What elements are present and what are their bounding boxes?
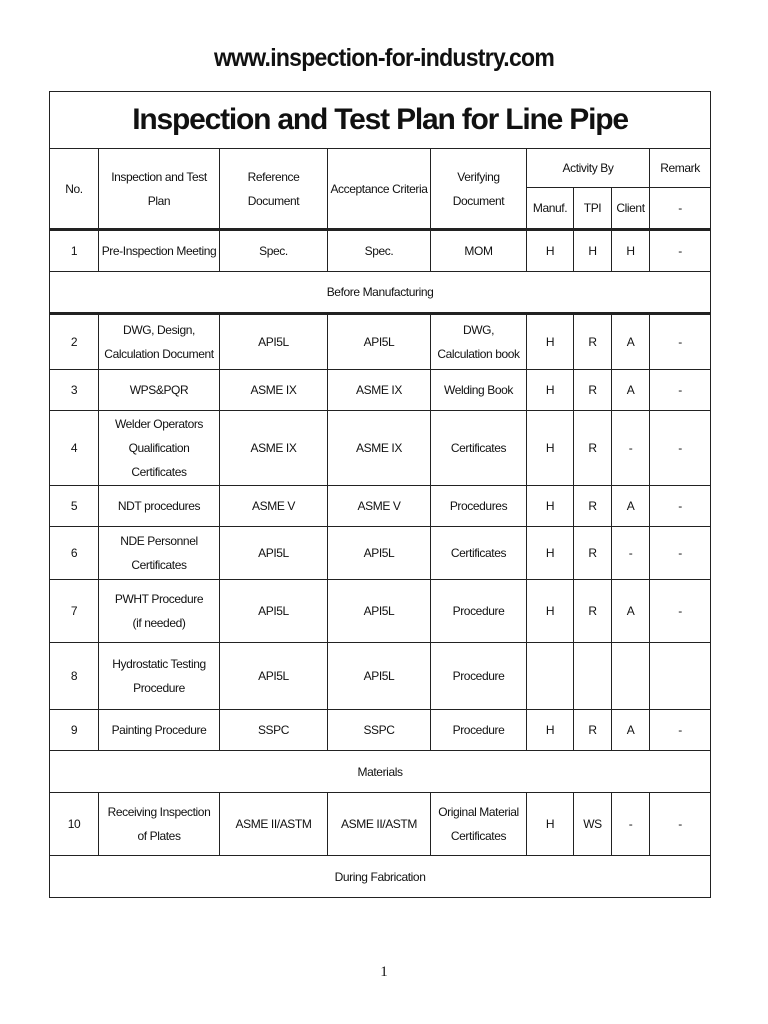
tpi-activity: R	[574, 580, 612, 643]
section-heading: Materials	[50, 751, 711, 793]
page-number: 1	[380, 964, 388, 980]
client-activity	[612, 643, 650, 710]
table-row	[50, 314, 711, 370]
tpi-activity: R	[574, 486, 612, 527]
acceptance-criteria: SSPC	[328, 710, 431, 751]
inspection-item-line: Pre-Inspection Meeting	[101, 244, 217, 258]
verifying-document-line: MOM	[464, 244, 493, 258]
manuf-activity: H	[527, 486, 574, 527]
inspection-item	[99, 643, 220, 710]
client-activity: -	[612, 793, 650, 856]
acceptance-criteria: API5L	[328, 314, 431, 370]
row-number: 4	[50, 411, 99, 486]
header-client: Client	[612, 188, 650, 230]
client-activity: A	[612, 486, 650, 527]
inspection-item	[99, 314, 220, 370]
table-row	[50, 793, 711, 856]
reference-document: SSPC	[220, 710, 328, 751]
inspection-item	[99, 580, 220, 643]
acceptance-criteria: API5L	[328, 527, 431, 580]
tpi-activity: R	[574, 710, 612, 751]
verifying-document	[431, 314, 527, 370]
remark: -	[650, 230, 711, 272]
inspection-item-line: DWG, Design,	[123, 323, 195, 337]
verifying-document-line: Procedure	[452, 669, 505, 683]
inspection-item-line: NDT procedures	[117, 499, 201, 513]
inspection-item	[99, 710, 220, 751]
inspection-item	[99, 793, 220, 856]
header-no: No.	[50, 149, 99, 230]
header-reference-document: Reference Document	[220, 149, 328, 230]
header-activity-by: Activity By	[527, 149, 650, 188]
client-activity: H	[612, 230, 650, 272]
table-row	[50, 710, 711, 751]
remark: -	[650, 710, 711, 751]
reference-document: ASME II/ASTM	[220, 793, 328, 856]
manuf-activity: H	[527, 580, 574, 643]
table-row	[50, 370, 711, 411]
inspection-item-line: Calculation Document	[104, 347, 214, 361]
inspection-item-line: Certificates	[131, 465, 187, 479]
remark: -	[650, 411, 711, 486]
section-heading: Before Manufacturing	[50, 272, 711, 314]
manuf-activity: H	[527, 314, 574, 370]
verifying-document	[431, 643, 527, 710]
tpi-activity: R	[574, 370, 612, 411]
manuf-activity: H	[527, 527, 574, 580]
section-heading: During Fabrication	[50, 856, 711, 898]
header-remark: Remark	[650, 149, 711, 188]
verifying-document-line: Certificates	[450, 829, 507, 843]
verifying-document-line: Certificates	[450, 546, 507, 560]
verifying-document-line: Calculation book	[437, 347, 520, 361]
header-verifying-document: Verifying Document	[431, 149, 527, 230]
inspection-item	[99, 370, 220, 411]
inspection-item-line: Welder Operators	[114, 417, 204, 431]
row-number: 6	[50, 527, 99, 580]
row-number: 8	[50, 643, 99, 710]
acceptance-criteria: ASME IX	[328, 411, 431, 486]
reference-document: API5L	[220, 643, 328, 710]
acceptance-criteria: ASME II/ASTM	[328, 793, 431, 856]
acceptance-criteria: ASME V	[328, 486, 431, 527]
reference-document: Spec.	[220, 230, 328, 272]
reference-document: API5L	[220, 527, 328, 580]
manuf-activity	[527, 643, 574, 710]
inspection-item-line: Painting Procedure	[111, 723, 207, 737]
tpi-activity: R	[574, 314, 612, 370]
tpi-activity: R	[574, 527, 612, 580]
tpi-activity	[574, 643, 612, 710]
table-row	[50, 230, 711, 272]
tpi-activity: R	[574, 411, 612, 486]
table-row	[50, 486, 711, 527]
inspection-item-line: Receiving Inspection	[107, 805, 211, 819]
header-manuf: Manuf.	[527, 188, 574, 230]
row-number: 3	[50, 370, 99, 411]
inspection-item-line: Qualification	[128, 441, 190, 455]
verifying-document-line: Original Material	[438, 805, 519, 819]
verifying-document	[431, 580, 527, 643]
inspection-item-line: of Plates	[137, 829, 181, 843]
verifying-document-line: Procedures	[449, 499, 508, 513]
site-url[interactable]: www.inspection-for-industry.com	[213, 44, 555, 72]
inspection-item-line: (if needed)	[132, 616, 186, 630]
acceptance-criteria: API5L	[328, 643, 431, 710]
verifying-document	[431, 710, 527, 751]
remark: -	[650, 314, 711, 370]
tpi-activity: H	[574, 230, 612, 272]
reference-document: ASME IX	[220, 411, 328, 486]
manuf-activity: H	[527, 710, 574, 751]
inspection-item-line: Certificates	[131, 558, 187, 572]
tpi-activity: WS	[574, 793, 612, 856]
table-row	[50, 411, 711, 486]
row-number: 7	[50, 580, 99, 643]
row-number: 10	[50, 793, 99, 856]
verifying-document-line: DWG,	[462, 323, 495, 337]
reference-document: API5L	[220, 580, 328, 643]
client-activity: A	[612, 314, 650, 370]
acceptance-criteria: ASME IX	[328, 370, 431, 411]
table-row	[50, 527, 711, 580]
verifying-document	[431, 793, 527, 856]
table-row	[50, 643, 711, 710]
client-activity: A	[612, 710, 650, 751]
inspection-item-line: Hydrostatic Testing	[112, 657, 206, 671]
inspection-item	[99, 411, 220, 486]
manuf-activity: H	[527, 411, 574, 486]
verifying-document	[431, 527, 527, 580]
row-number: 9	[50, 710, 99, 751]
section-row	[50, 751, 711, 793]
remark: -	[650, 793, 711, 856]
row-number: 2	[50, 314, 99, 370]
inspection-item	[99, 486, 220, 527]
inspection-item	[99, 527, 220, 580]
inspection-test-plan-table	[49, 91, 711, 898]
table-row	[50, 580, 711, 643]
header-inspection-test-plan: Inspection and Test Plan	[99, 149, 220, 230]
manuf-activity: H	[527, 230, 574, 272]
row-number: 1	[50, 230, 99, 272]
acceptance-criteria: API5L	[328, 580, 431, 643]
client-activity: -	[612, 411, 650, 486]
verifying-document	[431, 370, 527, 411]
client-activity: A	[612, 580, 650, 643]
reference-document: ASME V	[220, 486, 328, 527]
inspection-item-line: PWHT Procedure	[114, 592, 204, 606]
table-title: Inspection and Test Plan for Line Pipe	[50, 92, 711, 149]
verifying-document	[431, 411, 527, 486]
section-row	[50, 856, 711, 898]
header-remark-sub: -	[650, 188, 711, 230]
inspection-item	[99, 230, 220, 272]
client-activity: A	[612, 370, 650, 411]
remark: -	[650, 486, 711, 527]
acceptance-criteria: Spec.	[328, 230, 431, 272]
verifying-document-line: Certificates	[450, 441, 507, 455]
remark: -	[650, 370, 711, 411]
reference-document: API5L	[220, 314, 328, 370]
verifying-document-line: Procedure	[452, 723, 505, 737]
remark	[650, 643, 711, 710]
inspection-item-line: Procedure	[133, 681, 185, 695]
client-activity: -	[612, 527, 650, 580]
row-number: 5	[50, 486, 99, 527]
header-tpi: TPI	[574, 188, 612, 230]
verifying-document-line: Procedure	[452, 604, 505, 618]
manuf-activity: H	[527, 793, 574, 856]
verifying-document	[431, 230, 527, 272]
remark: -	[650, 580, 711, 643]
verifying-document-line: Welding Book	[443, 383, 514, 397]
remark: -	[650, 527, 711, 580]
section-row	[50, 272, 711, 314]
manuf-activity: H	[527, 370, 574, 411]
inspection-item-line: NDE Personnel	[120, 534, 198, 548]
reference-document: ASME IX	[220, 370, 328, 411]
verifying-document	[431, 486, 527, 527]
inspection-item-line: WPS&PQR	[129, 383, 189, 397]
header-acceptance-criteria: Acceptance Criteria	[328, 149, 431, 230]
